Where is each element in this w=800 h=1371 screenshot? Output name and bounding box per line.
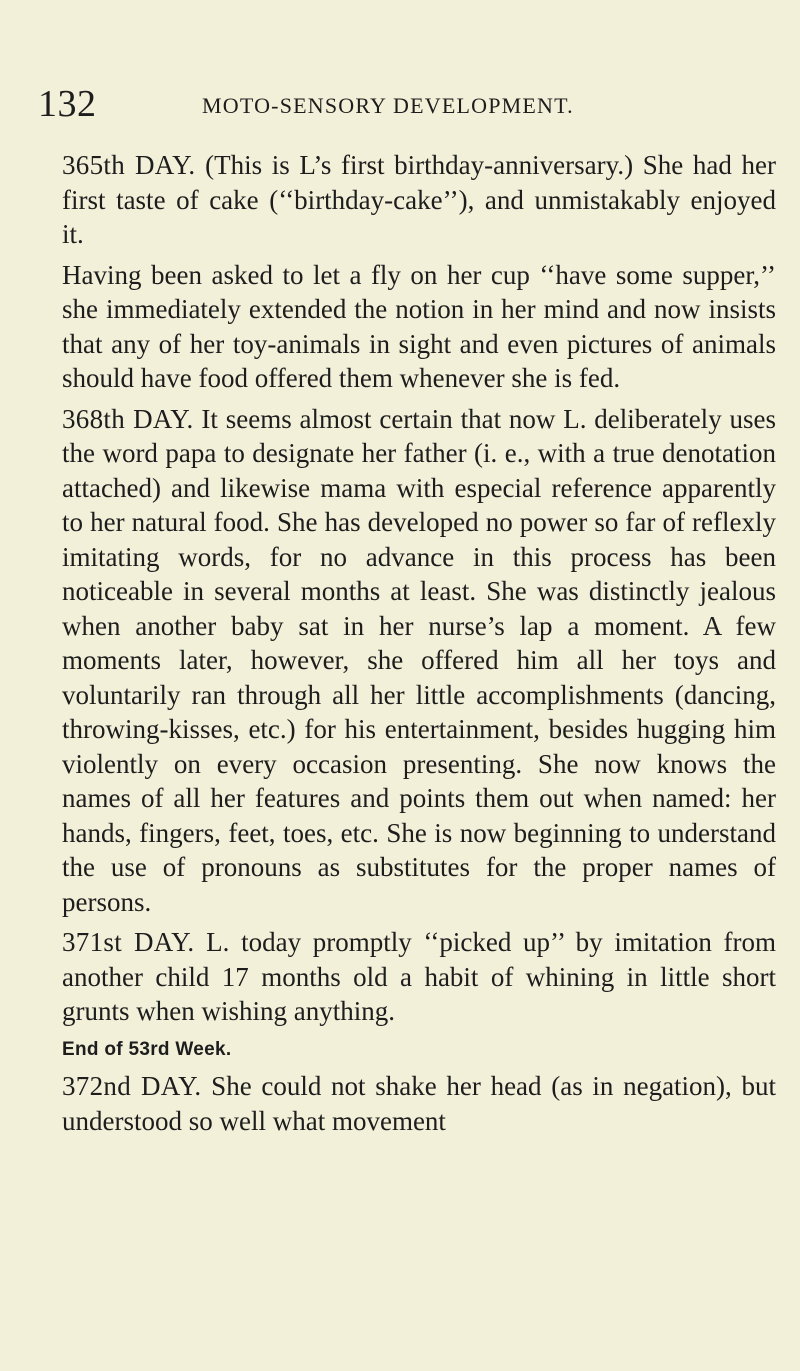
day-label: 372nd DAY. <box>62 1071 202 1101</box>
page-header <box>38 82 768 126</box>
paragraph-368th-day <box>62 402 776 920</box>
day-label: 371st DAY. <box>62 927 195 957</box>
paragraph-372nd-day <box>62 1069 776 1138</box>
week-end-note: End of 53rd Week. <box>62 1038 232 1060</box>
paragraph-text: It seems almost certain that now L. deliberately uses the word papa to designate her father (i. e., with a true denotation attached) and likewise mama with especial reference apparently to her natural food. She has developed no power so far of reflexly imitating words, for no advance in this process has been noticeable in several months at least. She was distinctly jealous when another baby sat in her nurse’s lap a moment. A few moments later, however, she offered him all her toys and voluntarily ran through all her little accomplishments (dancing, throwing-kisses, etc.) for his entertainment, besides hugging him violently on every occasion presenting. She now knows the names of all her features and points them out when named: her hands, fingers, feet, toes, etc. She is now beginning to understand the use of pronouns as substitutes for the proper names of persons. <box>62 403 776 917</box>
body-text <box>62 148 776 1138</box>
day-label: 368th DAY. <box>62 403 194 434</box>
day-label: 365th DAY. <box>62 150 196 180</box>
paragraph-371st-day <box>62 925 776 1029</box>
paragraph-text: She could not shake her head (as in negation), but understood so well what movement <box>62 1071 776 1136</box>
paragraph-text: L. today promptly ‘‘picked up’’ by imitation from another child 17 months old a habit of whining in little short grunts when wishing anything. <box>62 927 777 1026</box>
paragraph-fly-supper <box>62 258 776 396</box>
page-number: 132 <box>38 83 97 125</box>
paragraph-365th-day <box>62 148 776 252</box>
running-head: MOTO-SENSORY DEVELOPMENT. <box>202 93 574 118</box>
paragraph-text: Having been asked to let a fly on her cup ‘‘have some supper,’’ she immediately extended the notion in her mind and now insists that any of her toy-animals in sight and even pictures of animals should have food offered them whenever she is fed. <box>62 259 776 393</box>
paragraph-text: (This is L’s first birthday-anniversary.) She had her first taste of cake (‘‘birthday-cake’’), and unmistakably enjoyed it. <box>62 150 776 249</box>
